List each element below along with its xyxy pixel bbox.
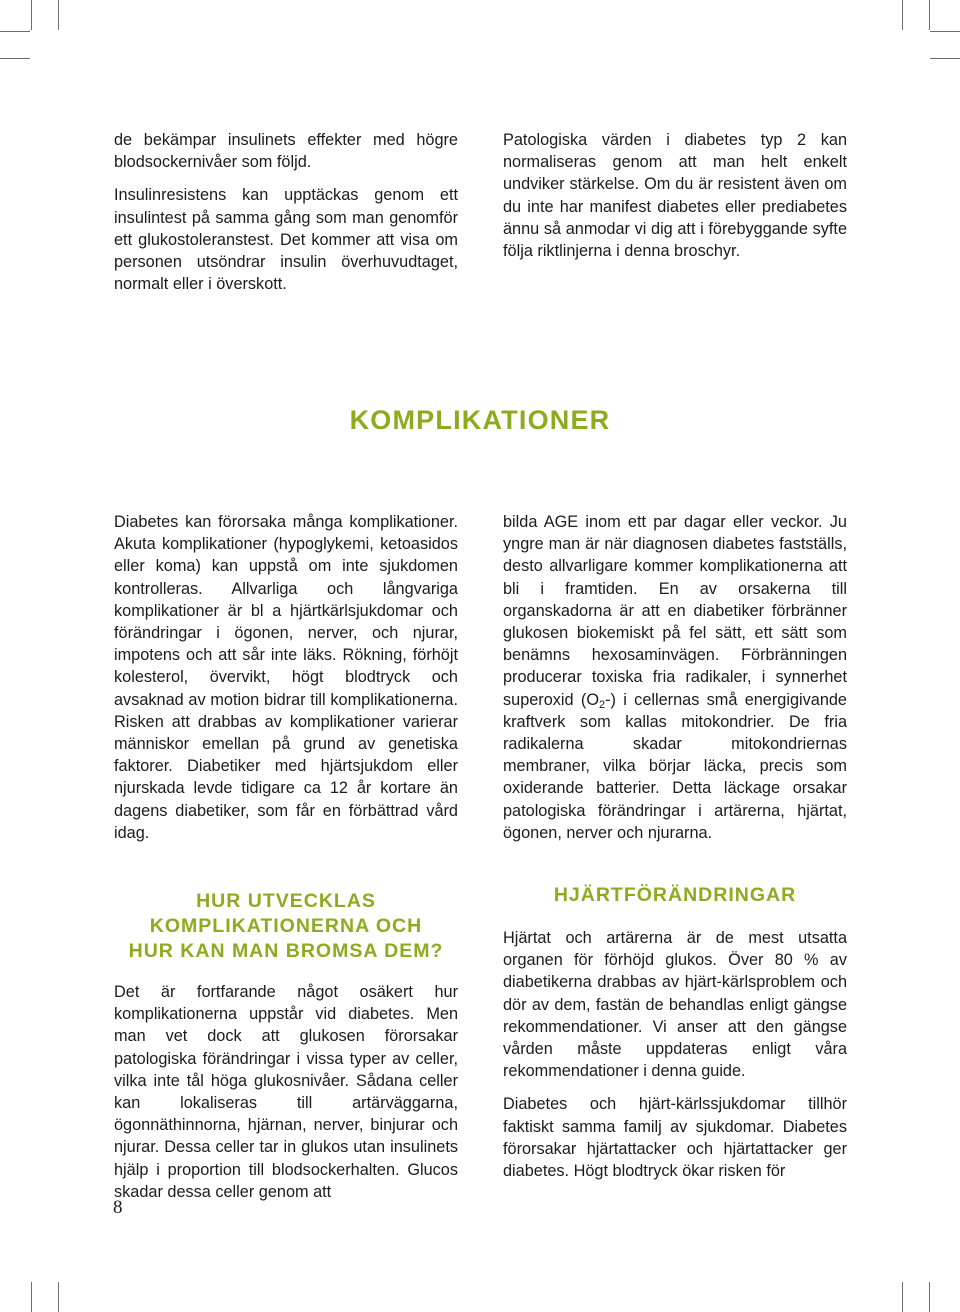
crop-mark <box>0 58 30 59</box>
crop-mark <box>929 0 930 30</box>
paragraph: Diabetes kan förorsaka många komplikationer. Akuta komplikationer (hypoglykemi, ketoasidos eller koma) kan uppstå om inte sjukdomen kontrolleras. Allvarliga och långvariga komplikationer är bl a hjärtkärlsjukdomar och förändringar i ögonen, nerver, och njurar, impotens och att sår inte läks. Rökning, förhöjt kolesterol, övervikt, högt blodtryck och avsaknad av motion bidrar till komplikationerna. Risken att drabbas av komplikationer varierar människor emellan på grund av genetiska faktorer. Diabetiker med hjärtsjukdom eller njurskada levde tidigare ca 12 år kortare än dagens diabetiker, som får en förbättrad vård idag. <box>114 513 458 842</box>
paragraph: Det är fortfarande något osäkert hur komplikationerna uppstår vid diabetes. Men man vet dock att glukosen förorsakar patologiska förändringar i vissa typer av celler, vilka inte tål höga glukosnivåer. Sådana celler kan lokaliseras till artärväggarna, ögonnäthinnorna, hjärnan, nerver, binjurar och njurar. Dessa celler tar in glukos utan insulinets hjälp i proportion till blodsockerhalten. Glucos skadar dessa celler genom att <box>114 983 458 1201</box>
subscript: 2 <box>598 698 606 711</box>
page-number: 8 <box>113 1197 123 1218</box>
crop-mark <box>902 0 903 30</box>
paragraph: Diabetes och hjärt-kärlssjukdomar tillhör faktiskt samma familj av sjukdomar. Diabetes förorsakar hjärtattacker och hjärtattacker ger diabetes. Högt blodtryck ökar risken för <box>503 1095 847 1181</box>
crop-mark <box>58 1282 59 1312</box>
text-run: bilda AGE inom ett par dagar eller veckor. Ju yngre man är när diagnosen diabetes fastställs, desto allvarligare kommer komplikationerna att bli i framtiden. En av orsakerna till organskadorna är att en diabetiker förbränner glukosen biokemiskt på fel sätt, ett sätt som benämns hexosaminvägen. Förbränningen producerar toxiska fria radikaler, i synnerhet superoxid (O <box>503 513 847 709</box>
top-left-column <box>114 129 458 295</box>
paragraph <box>503 511 847 844</box>
heading-line: HUR KAN MAN BROMSA DEM? <box>128 940 444 963</box>
paragraph: Hjärtat och artärerna är de mest utsatta organen för förhöjd glukos. Över 80 % av diabetikerna drabbas av hjärt-kärlsproblem och dör av dem, fastän de behandlas enligt gängse rekommendationer. Vi anser att den gängse vården måste uppdateras enligt våra rekommendationer i denna guide. <box>503 929 847 1081</box>
crop-mark <box>929 1282 930 1312</box>
crop-mark <box>930 31 960 32</box>
subsection-heading: HJÄRTFÖRÄNDRINGAR <box>553 884 797 907</box>
left-column <box>114 511 458 1203</box>
crop-mark <box>31 0 32 30</box>
crop-mark <box>930 58 960 59</box>
top-right-column <box>503 129 847 262</box>
heading-line: HUR UTVECKLAS <box>196 890 376 913</box>
crop-mark <box>0 31 30 32</box>
paragraph: Insulinresistens kan upptäckas genom ett insulintest på samma gång som man genomför ett glukostoleranstest. Det kommer att visa om personen utsöndrar insulin överhuvudtaget, normalt eller i överskott. <box>114 186 458 294</box>
subsection-heading <box>114 889 458 964</box>
section-title: KOMPLIKATIONER <box>349 405 611 435</box>
text-run: -) i cellernas små energigivande kraftverk som kallas mitokondrier. De fria radikalerna skadar mitokondriernas membraner, vilka börjar läcka, precis som oxiderande batterier. Detta läckage orsakar patologiska förändringar i artärerna, hjärtat, ögonen, nerver och njurarna. <box>503 690 847 842</box>
crop-mark <box>58 0 59 30</box>
paragraph: de bekämpar insulinets effekter med högre blodsockernivåer som följd. <box>114 131 458 172</box>
right-column <box>503 511 847 1182</box>
crop-mark <box>902 1282 903 1312</box>
crop-mark <box>31 1282 32 1312</box>
paragraph: Patologiska värden i diabetes typ 2 kan normaliseras genom att man helt enkelt undviker stärkelse. Om du är resistent även om du inte har manifest diabetes eller prediabetes ännu så anmodar vi dig att i förebyggande syfte följa riktlinjerna i denna broschyr. <box>503 131 847 261</box>
heading-line: KOMPLIKATIONERNA OCH <box>149 915 423 938</box>
